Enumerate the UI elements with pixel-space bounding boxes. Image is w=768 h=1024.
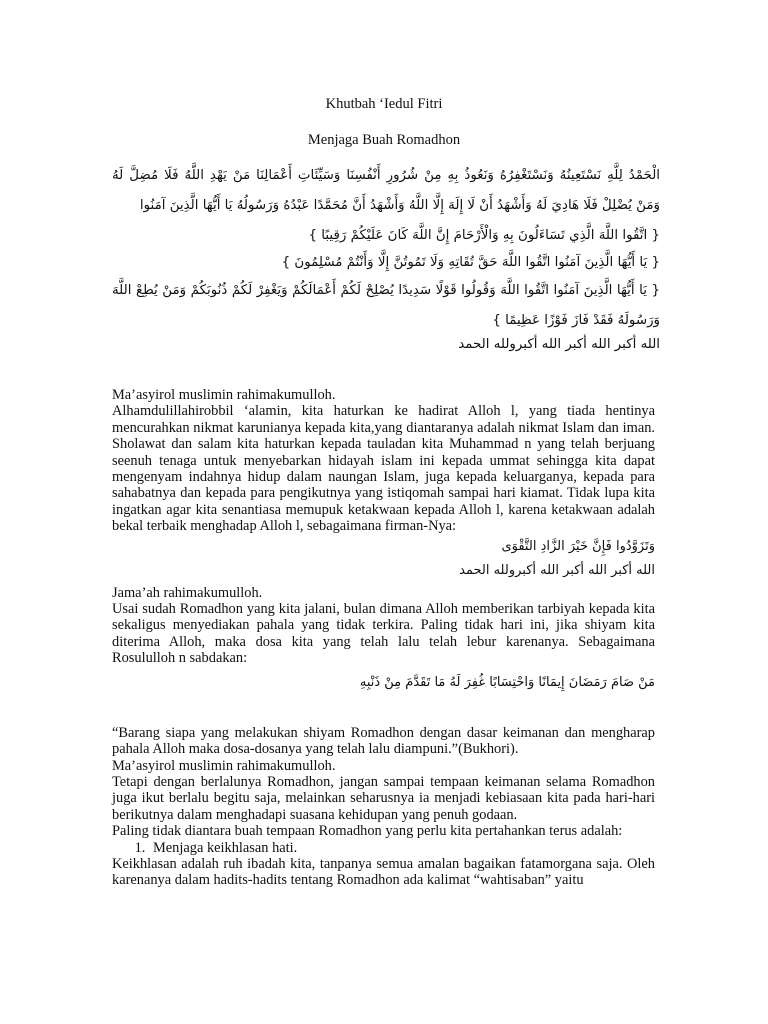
document-title: Khutbah ‘Iedul Fitri — [325, 96, 443, 112]
list-item: 1. Menjaga keikhlasan hati. — [149, 840, 655, 856]
greeting-line: Ma’asyirol muslimin rahimakumulloh. — [112, 387, 336, 403]
opening-arabic-verse-1: { اتَّقُوا اللَّهَ الَّذِي تَسَاءَلُونَ بِهِ وَالْأَرْحَامَ إِنَّ اللَّهَ كَانَ عَلَيْكُمْ رَقِيبًا } — [308, 228, 660, 243]
takbir-line: الله أكبر الله أكبر الله أكبرولله الحمد — [459, 562, 655, 578]
after-ramadan-paragraph: Tetapi dengan berlalunya Romadhon, jangan sampai tempaan keimanan selama Romadhon juga ikut berlalu begitu saja, melainkan seharusnya ia menjadi kebiasaan kita pada hari-hari berikutnya dalam menghadapi suasana kehidupan yang penuh godaan. — [112, 773, 655, 823]
hadith-arabic: مَنْ صَامَ رَمَضَانَ إِيمَانًا وَاحْتِسَابًا غُفِرَ لَهُ مَا تَقَدَّمَ مِنْ ذَنْبِهِ — [359, 674, 655, 690]
sermon-body — [112, 387, 655, 889]
sincerity-paragraph: Keikhlasan adalah ruh ibadah kita, tanpanya semua amalan bagaikan fatamorgana saja. Oleh karenanya dalam hadits-hadits tentang Romadhon ada kalimat “wahtisaban” yaitu — [112, 855, 655, 889]
ramadan-paragraph: Usai sudah Romadhon yang kita jalani, bulan dimana Alloh memberikan tarbiyah kepada kita sekaligus menyediakan pahala yang tidak terkira. Paling tidak hari ini, jika shiyam kita diterima Alloh, maka dosa kita yang telah lalu telah lebur karenanya. Sebagaimana Rosululloh n sabdakan: — [112, 601, 655, 667]
greeting-line: Ma’asyirol muslimin rahimakumulloh. — [112, 757, 336, 774]
opening-paragraph: Alhamdulillahirobbil ‘alamin, kita haturkan ke hadirat Alloh l, yang tiada hentinya mencurahkan nikmat karunianya kepada kita,yang diantaranya adalah nikmat Islam dan iman. Sholawat dan salam kita haturkan kepada tauladan kita Muhammad n yang telah berjuang seenuh tenaga untuk menyebarkan hidayah islam ini kepada ummat sehingga kita dapat mengenyam indahnya hidup dalam naungan Islam, juga kepada keluarganya, kepada para sahabatnya dan kepada para pengikutnya yang istiqomah sampai hari kiamat. Tidak lupa kita ingatkan agar kita senantiasa memupuk ketakwaan kepada Alloh l, karena ketakwaan adalah bekal terbaik menghadap Alloh l, sebagaimana firman-Nya: — [112, 403, 655, 535]
opening-arabic-praise: الْحَمْدُ لِلَّهِ نَسْتَعِينُهُ وَنَسْتَغْفِرُهُ وَنَعُوذُ بِهِ مِنْ شُرُورِ أَنْفُسِنَا وَسَيِّئَاتِ أَعْمَالِنَا مَنْ يَهْدِ اللَّهُ فَلَا مُضِلَّ لَهُ وَمَنْ يُضْلِلْ فَلَا هَادِيَ لَهُ وَأَشْهَدُ أَنْ لَا إِلَهَ إِلَّا اللَّهُ وَأَشْهَدُ أَنَّ مُحَمَّدًا عَبْدُهُ وَرَسُولُهُ يَا أَيُّهَا الَّذِينَ آمَنُوا — [112, 168, 660, 213]
greeting-line: Jama’ah rahimakumulloh. — [112, 584, 263, 601]
hadith-translation: “Barang siapa yang melakukan shiyam Romadhon dengan dasar keimanan dan mengharap pahala Alloh maka dosa-dosanya yang telah lalu diampuni.”(Bukhori). — [112, 724, 655, 758]
document-subtitle: Menjaga Buah Romadhon — [307, 132, 461, 148]
opening-arabic-takbir: الله أكبر الله أكبر الله أكبرولله الحمد — [458, 337, 660, 352]
quran-verse-arabic: وَتَزَوَّدُوا فَإِنَّ خَيْرَ الزَّادِ التَّقْوَى — [501, 538, 655, 554]
opening-arabic-verse-3: { يَا أَيُّهَا الَّذِينَ آمَنُوا اتَّقُوا اللَّهَ وَقُولُوا قَوْلًا سَدِيدًا يُصْلِحْ لَكُمْ أَعْمَالَكُمْ وَيَغْفِرْ لَكُمْ ذُنُوبَكُمْ وَمَنْ يُطِعْ اللَّهَ وَرَسُولَهُ فَقَدْ فَازَ فَوْزًا عَظِيمًا } — [112, 283, 660, 328]
fruits-list — [112, 840, 655, 856]
fruits-intro-paragraph: Paling tidak diantara buah tempaan Romadhon yang perlu kita pertahankan terus adalah: — [112, 823, 623, 840]
opening-arabic-verse-2: { يَا أَيُّهَا الَّذِينَ آمَنُوا اتَّقُوا اللَّهَ حَقَّ تُقَاتِهِ وَلَا تَمُوتُنَّ إِلَّا وَأَنْتُمْ مُسْلِمُونَ } — [281, 255, 660, 270]
